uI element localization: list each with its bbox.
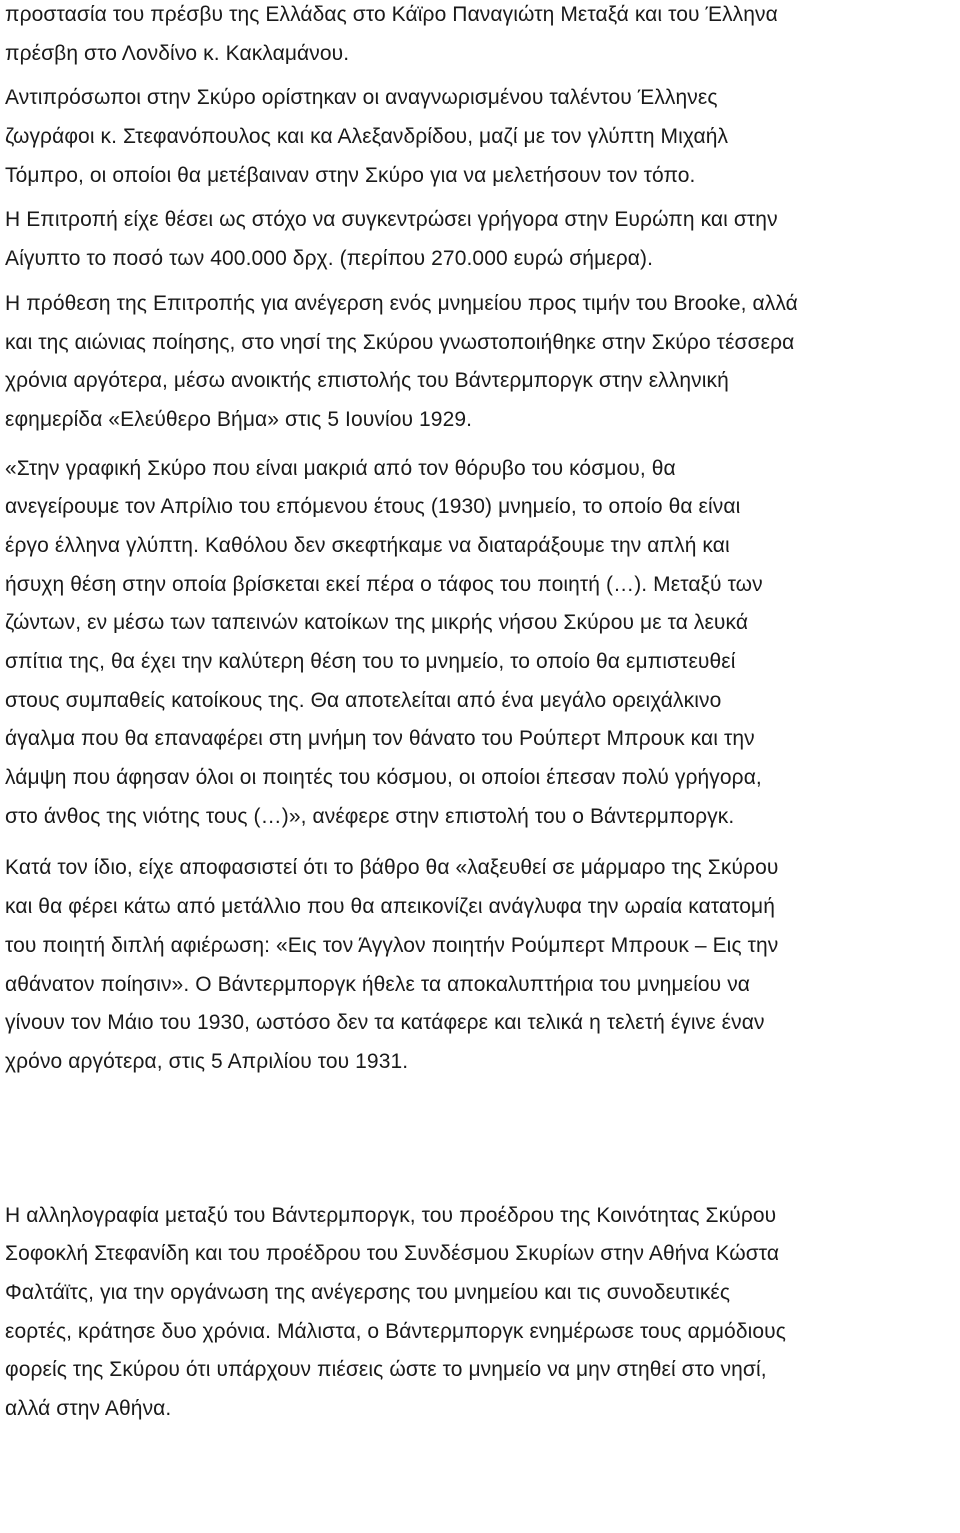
- text-line: στο άνθος της νιότης τους (…)», ανέφερε στην επιστολή του ο Βάντερμποργκ.: [5, 804, 735, 828]
- paragraph-pedestal: [5, 849, 957, 1081]
- text-line: Κατά τον ίδιο, είχε αποφασιστεί ότι το βάθρο θα «λαξευθεί σε μάρμαρο της Σκύρου: [5, 856, 779, 880]
- text-line: Αίγυπτο το ποσό των 400.000 δρχ. (περίπου 270.000 ευρώ σήμερα).: [5, 247, 654, 271]
- text-line: Φαλτάϊτς, για την οργάνωση της ανέγερσης του μνημείου και τις συνοδευτικές: [5, 1280, 731, 1304]
- text-line: αλλά στην Αθήνα.: [5, 1397, 172, 1420]
- text-line: και της αιώνιας ποίησης, στο νησί της Σκύρου γνωστοποιήθηκε στην Σκύρο τέσσερα: [5, 330, 795, 354]
- paragraph-representatives: [5, 79, 957, 195]
- text-line: χρόνο αργότερα, στις 5 Απριλίου του 1931.: [5, 1049, 409, 1073]
- paragraph-spacer: [5, 440, 957, 450]
- paragraph-fundraising-goal: [5, 201, 957, 278]
- text-line: πρέσβη στο Λονδίνο κ. Κακλαμάνου.: [5, 41, 350, 65]
- text-line: χρόνια αργότερα, μέσω ανοικτής επιστολής του Βάντερμποργκ στην ελληνική: [5, 369, 729, 393]
- text-line: του ποιητή διπλή αφιέρωση: «Εις τον Άγγλον ποιητήν Ρούμπερτ Μπρουκ – Εις την: [5, 933, 779, 957]
- text-line: Τόμπρο, οι οποίοι θα μετέβαιναν στην Σκύρο για να μελετήσουν τον τόπο.: [5, 163, 696, 187]
- text-line: Η πρόθεση της Επιτροπής για ανέγερση ενός μνημείου προς τιμήν του Brooke, αλλά: [5, 291, 798, 315]
- text-line: άγαλμα που θα επαναφέρει στη μνήμη τον θάνατο του Ρούπερτ Μπρουκ και την: [5, 727, 755, 751]
- text-line: Αντιπρόσωποι στην Σκύρο ορίστηκαν οι αναγνωρισμένου ταλέντου Έλληνες: [5, 86, 718, 110]
- text-line: Η αλληλογραφία μεταξύ του Βάντερμποργκ, του προέδρου της Κοινότητας Σκύρου: [5, 1203, 777, 1227]
- paragraph-correspondence: [5, 1197, 957, 1429]
- paragraph-spacer: [5, 836, 957, 849]
- text-line: εορτές, κράτησε δυο χρόνια. Μάλιστα, ο Βάντερμποργκ ενημέρωσε τους αρμόδιους: [5, 1319, 786, 1343]
- text-line: ήσυχη θέση στην οποία βρίσκεται εκεί πέρα ο τάφος του ποιητή (…). Μεταξύ των: [5, 572, 763, 596]
- text-line: Η Επιτροπή είχε θέσει ως στόχο να συγκεντρώσει γρήγορα στην Ευρώπη και στην: [5, 208, 778, 232]
- text-line: λάμψη που άφησαν όλοι οι ποιητές του κόσμου, οι οποίοι έπεσαν πολύ γρήγορα,: [5, 766, 762, 790]
- paragraph-monument-intent: [5, 285, 957, 440]
- paragraph-spacer: [5, 1082, 957, 1197]
- text-line: και θα φέρει κάτω από μετάλλιο που θα απεικονίζει ανάγλυφα την ωραία κατατομή: [5, 895, 776, 919]
- text-line: εφημερίδα «Ελεύθερο Βήμα» στις 5 Ιουνίου 1929.: [5, 407, 473, 431]
- text-line: στους συμπαθείς κατοίκους της. Θα αποτελείται από ένα μεγάλο ορειχάλκινο: [5, 688, 722, 712]
- paragraph-ambassadors: [5, 0, 957, 73]
- text-line: Σοφοκλή Στεφανίδη και του προέδρου του Συνδέσμου Σκυρίων στην Αθήνα Κώστα: [5, 1242, 780, 1266]
- text-line: φορείς της Σκύρου ότι υπάρχουν πιέσεις ώστε το μνημείο να μην στηθεί στο νησί,: [5, 1358, 767, 1382]
- text-line: προστασία του πρέσβυ της Ελλάδας στο Κάϊρο Παναγιώτη Μεταξά και του Έλληνα: [5, 3, 778, 26]
- text-line: ανεγείρουμε τον Απρίλιο του επόμενου έτους (1930) μνημείο, το οποίο θα είναι: [5, 495, 741, 519]
- document-page: [5, 0, 957, 1429]
- paragraph-letter-quote: [5, 450, 957, 837]
- text-line: ζωγράφοι κ. Στεφανόπουλος και κα Αλεξανδρίδου, μαζί με τον γλύπτη Μιχαήλ: [5, 125, 729, 149]
- text-line: «Στην γραφική Σκύρο που είναι μακριά από τον θόρυβο του κόσμου, θα: [5, 456, 676, 480]
- text-line: γίνουν τον Μάιο του 1930, ωστόσο δεν τα κατάφερε και τελικά η τελετή έγινε έναν: [5, 1011, 765, 1035]
- text-line: αθάνατον ποίησιν». Ο Βάντερμποργκ ήθελε τα αποκαλυπτήρια του μνημείου να: [5, 972, 751, 996]
- text-line: ζώντων, εν μέσω των ταπεινών κατοίκων της μικρής νήσου Σκύρου με τα λευκά: [5, 611, 749, 635]
- text-line: σπίτια της, θα έχει την καλύτερη θέση του το μνημείο, το οποίο θα εμπιστευθεί: [5, 650, 736, 673]
- text-line: έργο έλληνα γλύπτη. Καθόλου δεν σκεφτήκαμε να διαταράξουμε την απλή και: [5, 533, 730, 557]
